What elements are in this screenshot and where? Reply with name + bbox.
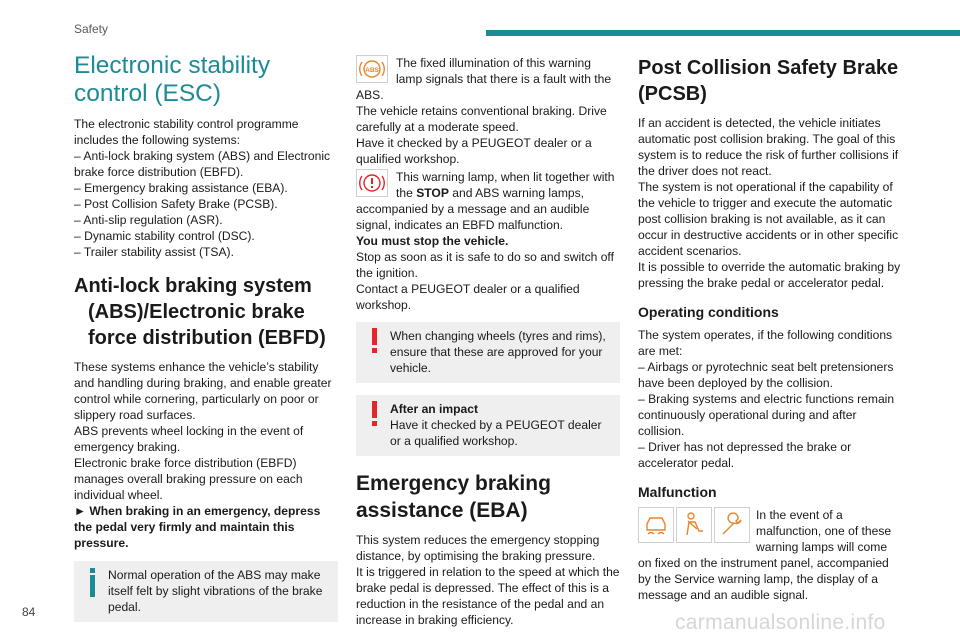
- impact-warning-note: [356, 395, 620, 456]
- eba-title: Emergency braking assistance (EBA): [356, 472, 551, 522]
- pcsb-paragraph: If an accident is detected, the vehicle initiates automatic post collision braking. The goal of this system is to reduce the risk of further collisions if the driver does not react.: [638, 116, 899, 178]
- abs-lamp-paragraph: Have it checked by a PEUGEOT dealer or a qualified workshop.: [356, 136, 592, 166]
- watermark: carmanualsonline.info: [675, 611, 886, 634]
- column-3: [638, 55, 902, 603]
- op-item: – Driver has not depressed the brake or accelerator pedal.: [638, 440, 852, 470]
- abs-lamp-block: [356, 55, 620, 103]
- ebfd-lamp-text-b: and ABS warning lamps, accompanied by a message and an audible signal, indicates an EBFD malfunction.: [356, 186, 590, 232]
- impact-text: Have it checked by a PEUGEOT dealer or a qualified workshop.: [390, 418, 602, 448]
- contact-paragraph: Contact a PEUGEOT dealer or a qualified workshop.: [356, 282, 580, 312]
- malfunction-text: In the event of a malfunction, one of these warning lamps will come on fixed on the instrument panel, accompanied by the Service warning lamp, the display of a message and an audible signal.: [638, 508, 892, 602]
- brake-warning-lamp-icon: [356, 169, 390, 197]
- wheels-warning-note: [356, 322, 620, 383]
- op-intro: The system operates, if the following conditions are met:: [638, 328, 893, 358]
- esc-title: Electronic stability control (ESC): [74, 52, 271, 107]
- page-number: 84: [22, 605, 36, 619]
- wheels-note-text: When changing wheels (tyres and rims), ensure that these are approved for your vehicle.: [390, 329, 606, 375]
- abs-lamp-text: The fixed illumination of this warning lamp signals that there is a fault with the ABS.: [356, 56, 612, 102]
- stop-paragraph: Stop as soon as it is safe to do so and switch off the ignition.: [356, 250, 614, 280]
- pcsb-paragraph: The system is not operational if the capability of the vehicle to trigger and execute the automatic post collision braking is not available, as it can occur in destructive accidents or in other specific accident scenarios.: [638, 180, 899, 258]
- abs-paragraph: These systems enhance the vehicle’s stability and handling during braking, and enable greater control while cornering, particularly on poor or slippery road surfaces.: [74, 360, 332, 422]
- esc-intro: The electronic stability control programme includes the following systems:: [74, 117, 299, 147]
- op-item: – Braking systems and electric functions remain continuously operational during and after collision.: [638, 392, 895, 438]
- abs-instruction: ► When braking in an emergency, depress the pedal very firmly and maintain this pressure.: [74, 504, 321, 550]
- pcsb-title: Post Collision Safety Brake (PCSB): [638, 57, 899, 105]
- warning-exclamation-icon: [364, 401, 390, 435]
- header-accent-bar: [486, 30, 960, 36]
- esc-item: – Anti-slip regulation (ASR).: [74, 213, 223, 227]
- eba-paragraph: It is triggered in relation to the speed at which the brake pedal is depressed. The effect of this is a reduction in the resistance of the pedal and an increase in braking efficiency.: [356, 565, 620, 627]
- impact-title: After an impact: [390, 402, 479, 416]
- malfunction-lamps: [638, 507, 750, 543]
- section-header: Safety: [74, 22, 109, 36]
- esc-item: – Trailer stability assist (TSA).: [74, 245, 234, 259]
- operating-conditions-title: Operating conditions: [638, 304, 779, 320]
- abs-warning-lamp-icon: [356, 55, 390, 83]
- car-skid-lamp-icon: [638, 507, 674, 543]
- column-1: [74, 52, 338, 622]
- esc-item: – Emergency braking assistance (EBA).: [74, 181, 288, 195]
- column-2: [356, 55, 620, 628]
- abs-paragraph: ABS prevents wheel locking in the event of emergency braking.: [74, 424, 304, 454]
- esc-item: – Dynamic stability control (DSC).: [74, 229, 255, 243]
- wrench-lamp-icon: [714, 507, 750, 543]
- warning-exclamation-icon: [364, 328, 390, 362]
- ebfd-lamp-text-a: This warning lamp, when lit together with the: [396, 170, 615, 200]
- malfunction-title: Malfunction: [638, 484, 717, 500]
- malfunction-block: [638, 507, 902, 603]
- info-icon: [82, 567, 108, 601]
- must-stop-text: You must stop the vehicle.: [356, 234, 509, 248]
- op-item: – Airbags or pyrotechnic seat belt pretensioners have been deployed by the collision.: [638, 360, 894, 390]
- stop-word: STOP: [416, 186, 449, 200]
- abs-lamp-paragraph: The vehicle retains conventional braking. Drive carefully at a moderate speed.: [356, 104, 607, 134]
- seatbelt-lamp-icon: [676, 507, 712, 543]
- esc-item: – Post Collision Safety Brake (PCSB).: [74, 197, 278, 211]
- svg-text:ABS: ABS: [365, 67, 379, 74]
- abs-paragraph: Electronic brake force distribution (EBFD) manages overall braking pressure on each individual wheel.: [74, 456, 303, 502]
- ebfd-lamp-block: [356, 169, 620, 233]
- abs-title: Anti-lock braking system (ABS)/Electronic brake force distribution (EBFD): [74, 275, 326, 349]
- esc-item: – Anti-lock braking system (ABS) and Electronic brake force distribution (EBFD).: [74, 149, 331, 179]
- abs-info-note: [74, 561, 338, 622]
- eba-paragraph: This system reduces the emergency stopping distance, by optimising the braking pressure.: [356, 533, 600, 563]
- abs-note-text: Normal operation of the ABS may make itself felt by slight vibrations of the brake pedal.: [108, 568, 323, 614]
- pcsb-paragraph: It is possible to override the automatic braking by pressing the brake pedal or accelerator pedal.: [638, 260, 901, 290]
